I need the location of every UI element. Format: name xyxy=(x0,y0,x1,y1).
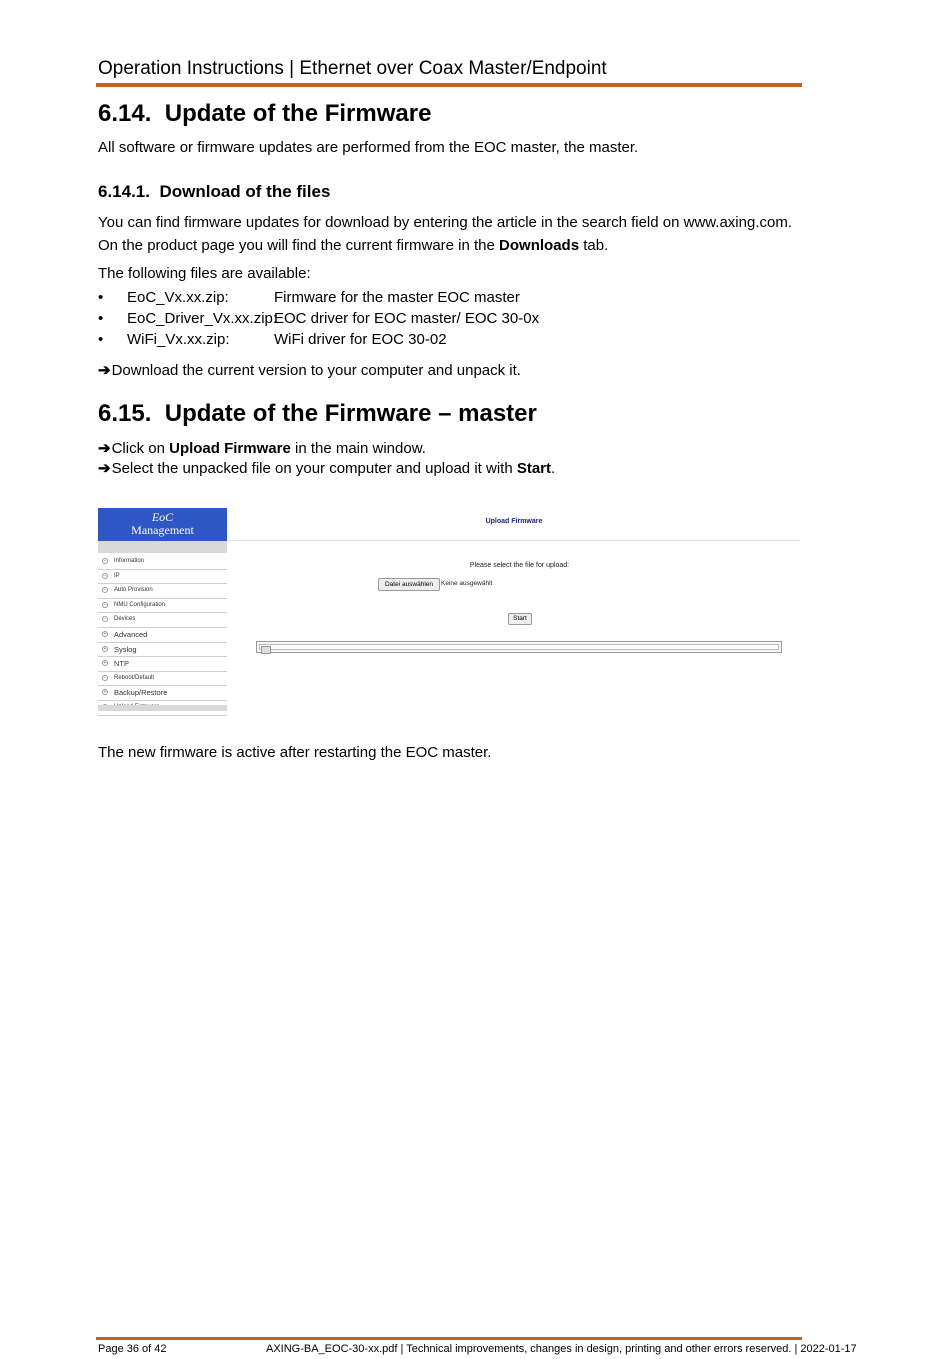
upload-firmware-screenshot xyxy=(98,508,800,713)
sidebar-item-ntp[interactable]: + NTP xyxy=(98,657,227,672)
file-description: EOC driver for EOC master/ EOC 30-0x xyxy=(274,310,540,327)
arrow-right-icon: ➔ xyxy=(98,460,111,477)
sidebar-item-reboot-default[interactable]: − Reboot/Default xyxy=(98,672,227,687)
sidebar-item-devices[interactable]: − Devices xyxy=(98,613,227,628)
sidebar-item-information[interactable]: − Information xyxy=(98,555,227,570)
footer-note: AXING-BA_EOC-30-xx.pdf | Technical improvements, changes in design, printing and other errors reserved. | 2022-01-17 xyxy=(266,1343,857,1355)
heading-6-14-1 xyxy=(98,182,330,202)
arrow-right-icon: ➔ xyxy=(98,440,111,457)
intro-paragraph: All software or firmware updates are performed from the EOC master, the master. xyxy=(98,139,639,156)
collapse-icon: − xyxy=(103,587,107,594)
eoc-management-logo: EoC Management xyxy=(98,508,227,541)
sidebar-header-bar xyxy=(98,541,227,553)
sidebar-item-nmu-configuration[interactable]: − NMU Configuration xyxy=(98,599,227,614)
heading-text: Update of the Firmware xyxy=(164,100,432,127)
progress-knob xyxy=(261,646,271,654)
sidebar-item-backup-restore[interactable]: + Backup/Restore xyxy=(98,686,227,701)
footer-rule xyxy=(96,1337,802,1340)
downloads-tab-term: Downloads xyxy=(499,237,580,254)
collapse-icon: − xyxy=(103,558,107,564)
sidebar-item-syslog[interactable]: + Syslog xyxy=(98,643,227,658)
download-step: ➔Download the current version to your computer and unpack it. xyxy=(98,362,521,379)
file-name: EoC_Driver_Vx.xx.zip: xyxy=(127,310,278,327)
sidebar-item-auto-provision[interactable]: − Auto Provision xyxy=(98,584,227,599)
arrow-right-icon: ➔ xyxy=(98,362,111,379)
file-description: WiFi driver for EOC 30-02 xyxy=(274,331,447,348)
file-name: WiFi_Vx.xx.zip: xyxy=(127,331,230,348)
heading-number: 6.14. xyxy=(98,100,152,127)
file-description: Firmware for the master EOC master xyxy=(274,289,520,306)
expand-icon: + xyxy=(103,630,107,637)
heading-number: 6.15. xyxy=(98,400,152,427)
header-rule xyxy=(96,83,802,87)
download-paragraph-line2: On the product page you will find the current firmware in the Downloads tab. xyxy=(98,237,609,254)
collapse-icon: − xyxy=(103,572,107,579)
file-name: EoC_Vx.xx.zip: xyxy=(127,289,229,306)
step-1: ➔Click on Upload Firmware in the main window. xyxy=(98,440,426,457)
upload-prompt: Please select the file for upload: xyxy=(469,562,570,569)
expand-icon: + xyxy=(103,645,107,652)
collapse-icon: − xyxy=(103,601,107,608)
heading-text: Update of the Firmware – master xyxy=(164,400,537,427)
bullet-icon: • xyxy=(98,331,104,348)
choose-file-button[interactable]: Datei auswählen xyxy=(378,578,440,591)
sidebar-item-ip[interactable]: − IP xyxy=(98,570,227,585)
expand-icon: + xyxy=(103,689,107,696)
files-intro: The following files are available: xyxy=(98,265,311,282)
running-header: Operation Instructions | Ethernet over Coax Master/Endpoint xyxy=(98,58,607,79)
title-divider xyxy=(228,540,800,541)
sidebar-menu xyxy=(98,555,227,716)
start-button[interactable]: Start xyxy=(508,613,532,625)
expand-icon: + xyxy=(103,660,107,667)
page-title: Upload Firmware xyxy=(485,518,543,525)
page-number: Page 36 of 42 xyxy=(98,1343,167,1355)
bullet-icon: • xyxy=(98,310,104,327)
heading-6-15 xyxy=(98,400,537,428)
step-2: ➔Select the unpacked file on your computer and upload it with Start. xyxy=(98,460,556,477)
bullet-icon: • xyxy=(98,289,104,306)
selected-file-status: Keine ausgewählt xyxy=(441,580,493,587)
collapse-icon: − xyxy=(103,674,107,681)
heading-6-14 xyxy=(98,100,431,128)
closing-paragraph: The new firmware is active after restarting the EOC master. xyxy=(98,744,492,761)
upload-progress-bar xyxy=(256,641,782,653)
sidebar-footer-bar xyxy=(98,705,227,711)
heading-number: 6.14.1. xyxy=(98,182,150,201)
collapse-icon: − xyxy=(103,616,107,623)
sidebar-item-advanced[interactable]: + Advanced xyxy=(98,628,227,643)
heading-text: Download of the files xyxy=(159,182,331,201)
download-paragraph-line1: You can find firmware updates for download by entering the article in the search field on www.axing.com. xyxy=(98,214,792,231)
